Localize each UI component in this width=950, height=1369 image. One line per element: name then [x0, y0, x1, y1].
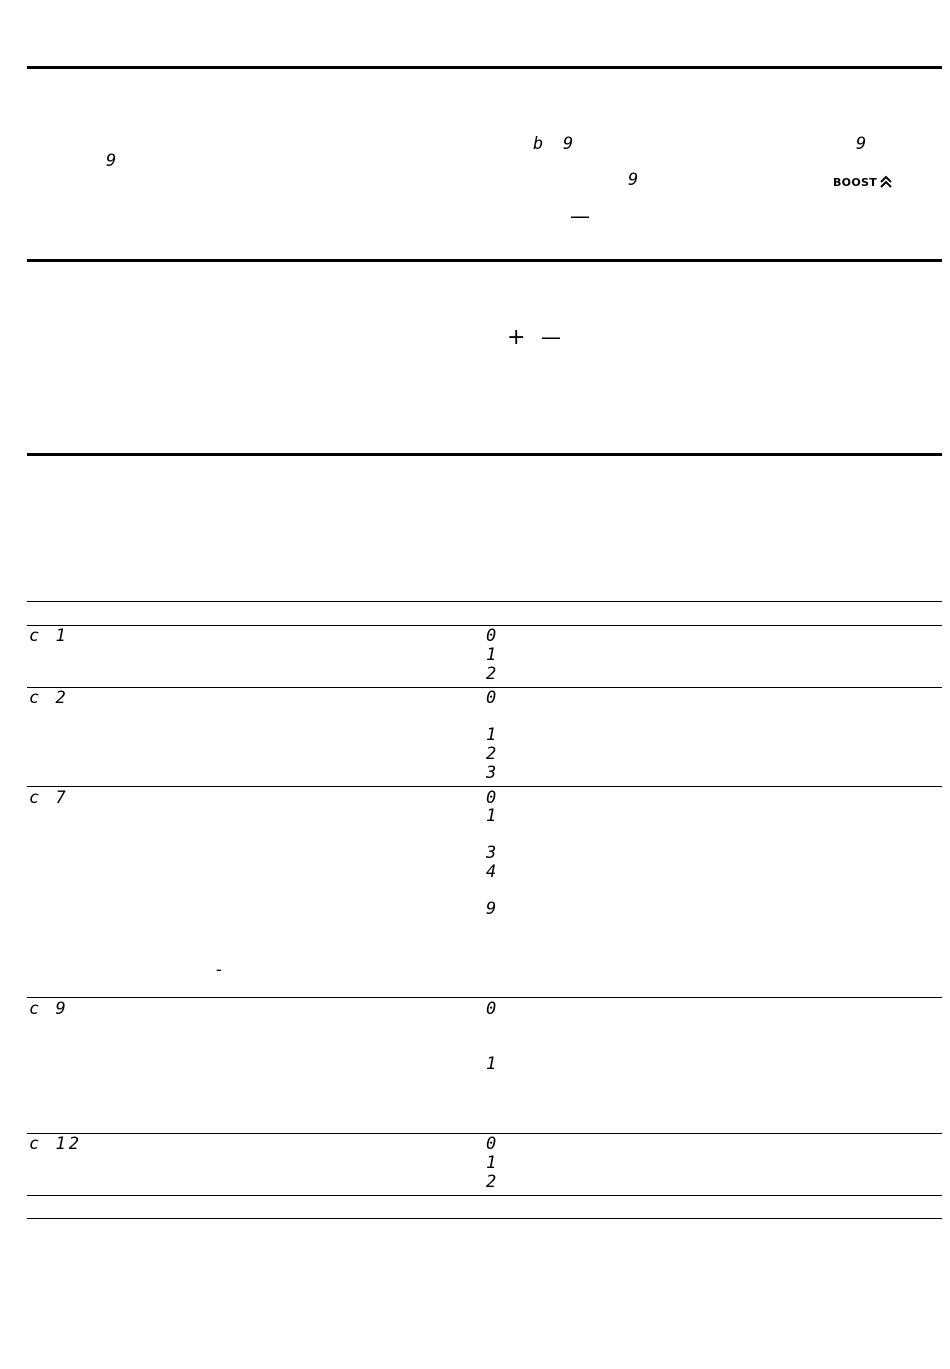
plus-symbol: + — [507, 325, 526, 350]
table-header-bottom-rule — [27, 625, 942, 626]
setting-value: 1 — [486, 725, 500, 745]
boost-label: BOOST — [833, 175, 878, 189]
setting-code: c 9 — [29, 999, 69, 1019]
setting-code: c 2 — [29, 688, 69, 708]
display-symbol-9: 9 — [106, 151, 120, 171]
section-divider-lower — [27, 453, 942, 456]
minus-symbol: — — [541, 325, 561, 349]
row-divider — [27, 997, 942, 998]
setting-value: 1 — [486, 1054, 500, 1074]
table-header-top-rule — [27, 601, 942, 602]
dash-symbol: - — [214, 960, 228, 980]
double-chevron-up-icon — [879, 175, 893, 189]
setting-value: 0 — [486, 788, 500, 808]
row-divider — [27, 1133, 942, 1134]
table-bottom-rule — [27, 1218, 942, 1219]
setting-value: 0 — [486, 1134, 500, 1154]
display-symbol-9: 9 — [563, 134, 577, 154]
row-divider — [27, 687, 942, 688]
section-divider-top — [27, 66, 942, 69]
boost-button-symbol — [833, 175, 893, 189]
setting-value: 4 — [486, 862, 500, 882]
setting-code: c 7 — [29, 788, 69, 808]
setting-code: c 1 — [29, 626, 69, 646]
row-divider — [27, 786, 942, 787]
minus-symbol: — — [570, 204, 590, 228]
setting-value: 1 — [486, 645, 500, 665]
display-symbol-b: b — [533, 134, 547, 154]
display-symbol-9: 9 — [856, 134, 870, 154]
section-divider-middle — [27, 259, 942, 262]
setting-value: 0 — [486, 626, 500, 646]
row-divider — [27, 1195, 942, 1196]
setting-value: 1 — [486, 806, 500, 826]
setting-value: 0 — [486, 688, 500, 708]
setting-value: 3 — [486, 843, 500, 863]
display-symbol-9: 9 — [628, 170, 642, 190]
setting-code: c 12 — [29, 1134, 82, 1154]
setting-value: 0 — [486, 999, 500, 1019]
setting-value: 2 — [486, 1172, 500, 1192]
setting-value: 1 — [486, 1153, 500, 1173]
setting-value: 3 — [486, 763, 500, 783]
setting-value: 2 — [486, 664, 500, 684]
setting-value: 2 — [486, 744, 500, 764]
setting-value: 9 — [486, 899, 500, 919]
